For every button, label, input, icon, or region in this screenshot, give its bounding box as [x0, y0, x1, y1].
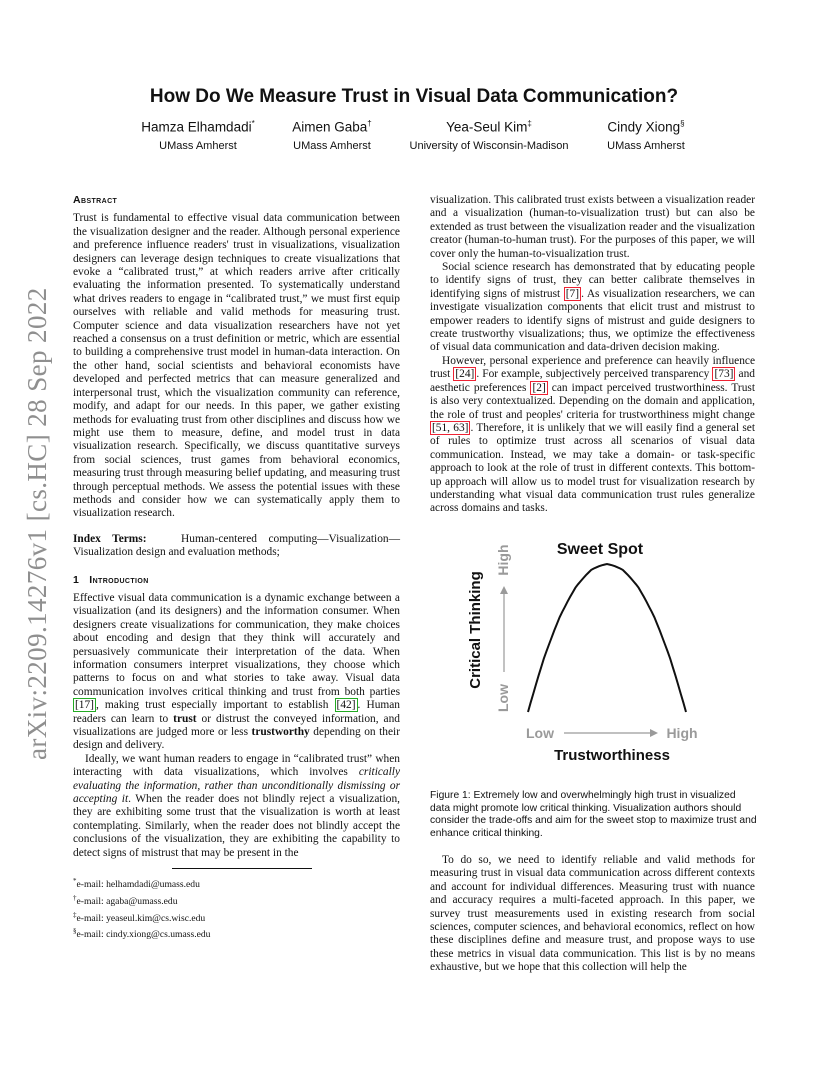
left-column [73, 194, 400, 860]
section-heading-introduction [73, 574, 400, 587]
sweet-spot-curve [528, 564, 686, 712]
citation-link[interactable]: [17] [75, 699, 94, 712]
footnote: §e-mail: cindy.xiong@cs.umass.edu [73, 927, 211, 941]
right-paragraph-3: However, personal experience and preference can heavily influence trust [24] . For example, subjectively perceived transparency [73] and aesthetic preferences [2] can impact perceived trustworthiness. Trust is also very contextualized. Depending on the domain and application, the role of trust and peoples' criteria for trustworthiness might change [51, 63] . Therefore, it is unlikely that we will easily find a general set of rules to optimize trust across all scenarios of visual data communication. Instead, we may take a domain- or task-specific approach to look at the role of trust in different contexts. This bottom-up approach will allow us to model trust for visualization research by understanding what visual data communication trust rules generalize across domains and tasks. [430, 354, 755, 515]
author-name: Hamza Elhamdadi* [141, 119, 255, 135]
author-name: Aimen Gaba† [292, 119, 372, 135]
footnotes [73, 868, 323, 942]
citation-link[interactable]: [73] [714, 368, 734, 381]
citation-link[interactable]: [51, 63] [432, 421, 469, 434]
index-terms-label: Index Terms: [73, 532, 147, 545]
y-axis-label: Critical Thinking [467, 571, 484, 689]
author-block [582, 119, 710, 152]
x-tick-label: Low [526, 725, 554, 741]
author-block [128, 119, 268, 152]
section-number: 1 [73, 573, 80, 586]
author-block [268, 119, 396, 152]
author-block [400, 119, 578, 152]
citation-link[interactable]: [7] [565, 287, 580, 300]
abstract-heading: Abstract [73, 194, 118, 206]
author-name: Yea-Seul Kim‡ [446, 119, 532, 135]
paper-title: How Do We Measure Trust in Visual Data Communication? [149, 86, 679, 107]
right-paragraph-1: visualization. This calibrated trust exists between a visualization reader and a visualization (human-to-visualization trust) but can also be extended as trust between the visualization reader and the visualization creator (human-to-human trust). For the purposes of this paper, we will cover only the human-to-visualization trust. [430, 194, 755, 260]
right-column [430, 194, 755, 516]
author-affiliation: University of Wisconsin-Madison [409, 139, 569, 152]
citation-link[interactable]: [42] [336, 699, 356, 712]
index-terms [73, 533, 400, 560]
arxiv-identifier-stamp: arXiv:2209.14276v1 [cs.HC] 28 Sep 2022 [22, 287, 52, 760]
abstract-text: Trust is fundamental to effective visual data communication between the visualization designer and the reader. Although personal experience and preference influence readers' trust in visualizations, visualization designers can leverage design techniques to create visualizations that evoke a “calibrated trust,” at which readers arrive after critically evaluating the information presented. To systematically understand what drives readers to engage in “calibrated trust,” we must first equip ourselves with reliable and valid methods for measuring trust. Computer science and data visualization researchers have not yet reached a consensus on a trust definition or metric, which are essential to building a comprehensive trust model in human-data interaction. On the other hand, social scientists and behavioral economists have developed and perfected metrics that can measure generalized and interpersonal trust, which the visualization community can reference, modify, and adapt for our needs. In this paper, we gather existing methods for evaluating trust from other disciplines and discuss how we might use them to measure, define, and model trust in data visualization research. Specifically, we discuss quantitative surveys from social sciences, trust games from behavioral economics, measuring trust through measuring belief updating, and measuring trust through perceptual methods. We assess the potential issues with these methods and consider how we can systematically apply them to visualization research. [73, 212, 400, 520]
intro-paragraph-2: Ideally, we want human readers to engage in “calibrated trust” when interacting with data visualizations, which involves critically evaluating the information, rather than unconditionally dismissing or accepting it. When the reader does not blindly reject a visualization, they are exhibiting some trust that the visualization is worth at least contemplating. Similarly, when the reader does not blindly accept the conclusions of the visualization, they are exhibiting the capability to detect signs of mistrust that may be present in the [73, 752, 400, 859]
author-affiliation: UMass Amherst [293, 139, 371, 152]
author-affiliation: UMass Amherst [607, 139, 685, 152]
x-axis-label: Trustworthiness [554, 747, 670, 764]
index-terms-text: Human-centered computing—Visualization—Visualization design and evaluation methods; [73, 532, 400, 559]
y-axis-arrowhead [500, 586, 508, 594]
y-tick-label: Low [495, 684, 511, 712]
y-tick-label: High [495, 544, 511, 576]
citation-link[interactable]: [24] [455, 368, 475, 381]
x-axis-arrowhead [650, 729, 658, 737]
chart-title: Sweet Spot [556, 541, 644, 558]
section-title: Introduction [89, 573, 149, 586]
x-tick-label: High [666, 725, 698, 741]
footnote: ‡e-mail: yeaseul.kim@cs.wisc.edu [73, 910, 206, 924]
sweet-spot-figure [460, 530, 720, 780]
right-paragraph-2: Social science research has demonstrated that by educating people to identify signs of trust, they can better calibrate themselves in identifying signs of mistrust [7] . As visualization researchers, we can investigate visualization components that elicit trust and mistrust to empower readers to identify signs of mistrust and guide designers to create trustworthy visualizations; thus, we optimize the effectiveness of visual data communication and data-driven decision making. [430, 261, 755, 354]
author-affiliation: UMass Amherst [159, 139, 237, 152]
footnote: *e-mail: helhamdadi@umass.edu [73, 877, 200, 891]
footnote-rule [172, 868, 312, 869]
author-name: Cindy Xiong§ [607, 119, 685, 135]
footnote: †e-mail: agaba@umass.edu [73, 893, 178, 907]
citation-link[interactable]: [2] [532, 381, 546, 394]
intro-paragraph-1: Effective visual data communication is a dynamic exchange between a visualization (and its designers) and the information consumer. When designers create visualizations for communication, they make choices about encoding and design that they think will accurately and persuasively communicate their interpretation of the data. When information consumers interpret visualizations, they choose which patterns to focus on and what stories to take away. Visual data communication involves critical thinking and trust from both parties [17] , making trust especially important to establish [42] . Human readers can learn to trust or distrust the conveyed information, and visualizations are judged more or less trustworthy depending on their design and delivery. [73, 591, 400, 752]
figure-caption: Figure 1: Extremely low and overwhelmingly high trust in visualized data might promote low critical thinking. Visualization authors should consider the trade-offs and aim for the sweet stop to maximize trust and enhance critical thinking. [430, 790, 757, 839]
right-paragraph-4: To do so, we need to identify reliable and valid methods for measuring trust in visual data communication across different contexts and account for individual differences. Measuring trust with nuance and accuracy requires a multi-faceted approach. In this paper, we survey trust measurements used in existing research from social sciences, computer sciences, and behavioral economics, reflect on how these disciplines define and measure trust, and propose ways to use these metrics in visual data communication. This list is by no means exhaustive, but we hope that this collection will help the [430, 854, 755, 974]
